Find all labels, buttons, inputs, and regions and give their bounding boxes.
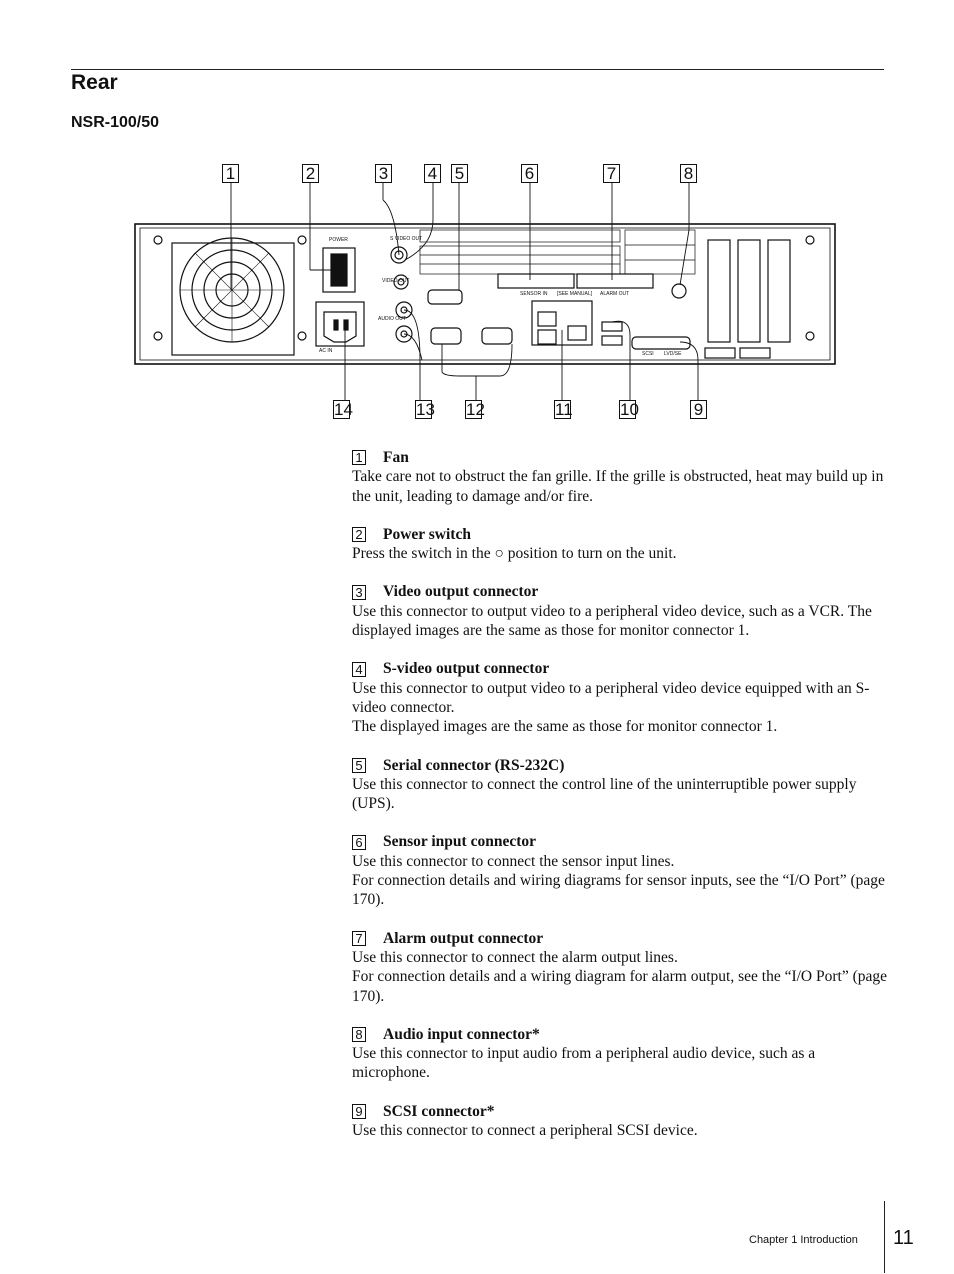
callout-14: 14 bbox=[334, 400, 353, 419]
item-text: Take care not to obstruct the fan grille. If the grille is obstructed, heat may build up in the unit, leading to damage and/or fire. bbox=[352, 468, 884, 505]
callout-1: 1 bbox=[222, 164, 239, 183]
item-text: Use this connector to output video to a peripheral video device, such as a VCR. The displayed images are the same as those for monitor connector 1. bbox=[352, 602, 872, 640]
callout-8: 8 bbox=[680, 164, 697, 183]
item-sensor-input bbox=[352, 832, 892, 909]
callout-5: 5 bbox=[451, 164, 468, 183]
callout-13: 13 bbox=[416, 400, 435, 419]
label-sensor: SENSOR IN bbox=[520, 291, 548, 297]
item-title: SCSI connector* bbox=[383, 1102, 495, 1120]
item-number: 1 bbox=[352, 450, 366, 465]
item-serial bbox=[352, 756, 892, 814]
item-text: Use this connector to connect the control line of the uninterruptible power supply (UPS). bbox=[352, 775, 857, 813]
item-text: For connection details and wiring diagrams for sensor inputs, see the “I/O Port” (page 170). bbox=[352, 872, 885, 909]
item-power-switch bbox=[352, 525, 892, 564]
item-number: 2 bbox=[352, 527, 366, 542]
item-alarm-output bbox=[352, 929, 892, 1006]
item-text: Press the switch in the ○ position to turn on the unit. bbox=[352, 545, 677, 563]
item-number: 4 bbox=[352, 662, 366, 677]
item-svideo-output bbox=[352, 659, 892, 736]
item-scsi bbox=[352, 1102, 892, 1141]
item-text: Use this connector to input audio from a peripheral audio device, such as a microphone. bbox=[352, 1045, 816, 1082]
item-number: 9 bbox=[352, 1104, 366, 1119]
label-alarm: ALARM OUT bbox=[600, 291, 630, 297]
section-title: Rear bbox=[71, 71, 118, 94]
item-audio-input bbox=[352, 1025, 892, 1083]
label-svideo: S VIDEO OUT bbox=[390, 236, 423, 242]
item-fan bbox=[352, 448, 892, 506]
item-text: Use this connector to output video to a peripheral video device equipped with an S-video connector. bbox=[352, 679, 870, 716]
item-text: Use this connector to connect a peripheral SCSI device. bbox=[352, 1122, 698, 1140]
description-list bbox=[352, 448, 892, 1159]
rear-panel-diagram bbox=[120, 160, 840, 430]
callout-3: 3 bbox=[375, 164, 392, 183]
label-see-manual: [SEE MANUAL] bbox=[557, 291, 593, 297]
item-title: Video output connector bbox=[383, 583, 539, 601]
item-title: Serial connector (RS-232C) bbox=[383, 756, 565, 774]
footer-divider bbox=[884, 1201, 885, 1273]
callout-7: 7 bbox=[603, 164, 620, 183]
item-title: Fan bbox=[383, 449, 409, 466]
item-title: Audio input connector* bbox=[383, 1025, 540, 1043]
callout-4: 4 bbox=[424, 164, 441, 183]
footer-chapter: Chapter 1 Introduction bbox=[749, 1234, 858, 1246]
label-scsi: SCSI bbox=[642, 351, 654, 357]
label-audio: AUDIO OUT bbox=[378, 316, 406, 322]
item-text: Use this connector to connect the sensor input lines. bbox=[352, 852, 675, 870]
item-number: 3 bbox=[352, 585, 366, 600]
item-text: For connection details and a wiring diagram for alarm output, see the “I/O Port” (page 170). bbox=[352, 968, 888, 1005]
model-title: NSR-100/50 bbox=[71, 114, 160, 131]
item-title: Alarm output connector bbox=[383, 929, 544, 947]
item-text: The displayed images are the same as those for monitor connector 1. bbox=[352, 718, 778, 736]
item-number: 6 bbox=[352, 835, 366, 850]
callout-12: 12 bbox=[466, 400, 485, 419]
item-number: 5 bbox=[352, 758, 366, 773]
top-rule bbox=[71, 69, 884, 70]
item-text: Use this connector to connect the alarm output lines. bbox=[352, 948, 678, 966]
item-title: Power switch bbox=[383, 525, 471, 543]
page-number: 11 bbox=[893, 1227, 914, 1249]
item-number: 8 bbox=[352, 1027, 366, 1042]
label-lvd: LVD/SE bbox=[664, 351, 682, 357]
item-title: Sensor input connector bbox=[383, 833, 537, 851]
callout-11: 11 bbox=[555, 400, 573, 419]
item-title: S-video output connector bbox=[383, 660, 550, 678]
callout-2: 2 bbox=[302, 164, 319, 183]
label-power: POWER bbox=[329, 237, 348, 243]
item-video-output bbox=[352, 582, 892, 640]
callout-10: 10 bbox=[620, 400, 639, 419]
item-number: 7 bbox=[352, 931, 366, 946]
label-acin: AC IN bbox=[319, 348, 333, 354]
callout-9: 9 bbox=[690, 400, 707, 419]
callout-6: 6 bbox=[521, 164, 538, 183]
label-video: VIDEO OUT bbox=[382, 278, 410, 284]
